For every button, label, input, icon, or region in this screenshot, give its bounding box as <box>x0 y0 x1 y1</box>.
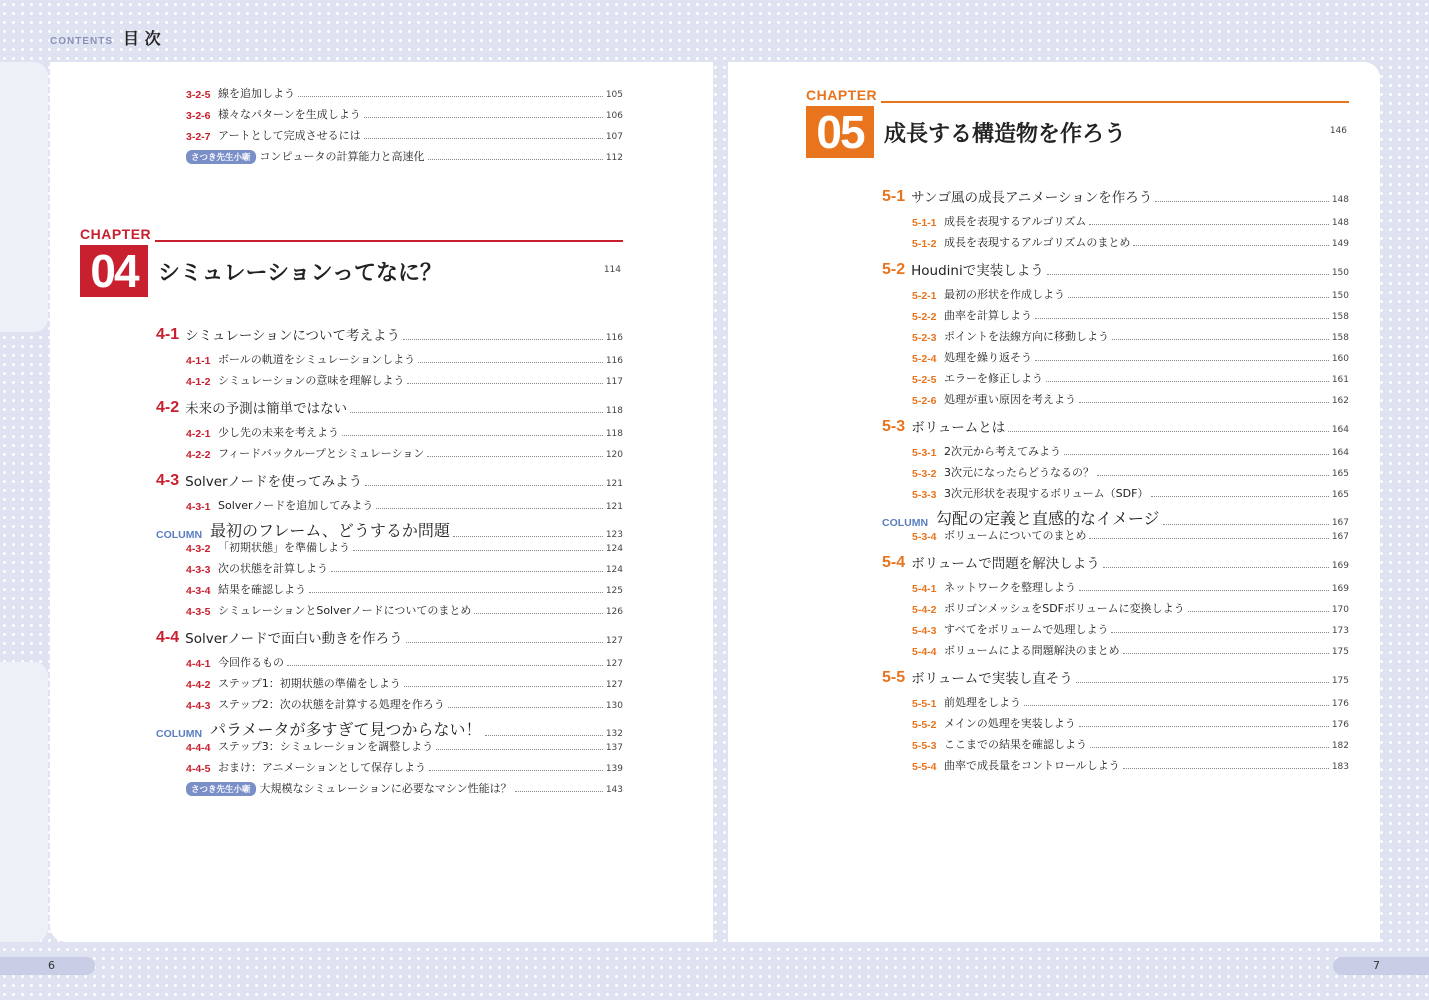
entry-title: ボリュームで問題を解決しよう <box>911 556 1100 572</box>
entry-title: 勾配の定義と直感的なイメージ <box>936 509 1160 528</box>
entry-number: 5-3 <box>882 418 906 435</box>
subsection-entry <box>186 127 623 143</box>
entry-number: 5-2-6 <box>912 395 937 407</box>
entry-page: 160 <box>1331 354 1349 364</box>
dot-leader <box>1089 224 1328 225</box>
subsection-entry <box>156 602 623 618</box>
entry-page: 143 <box>605 785 623 795</box>
entry-title: Houdiniで実装しよう <box>911 263 1044 279</box>
entry-number: 5-2 <box>882 261 906 278</box>
dot-leader <box>485 735 603 736</box>
entry-number: 5-4-3 <box>912 625 937 637</box>
entry-page: 148 <box>1331 195 1349 205</box>
entry-title: シミュレーションについて考えよう <box>185 328 401 344</box>
entry-number: 4-1 <box>156 326 180 343</box>
chapter-5-title: 成長する構造物を作ろう <box>884 122 1127 147</box>
subsection-entry <box>156 424 623 440</box>
subsection-entry <box>882 213 1349 229</box>
dot-leader <box>1046 381 1329 382</box>
subsection-entry <box>882 527 1349 543</box>
chapter-4-rule <box>155 240 623 242</box>
entry-title: 線を追加しよう <box>218 87 295 100</box>
entry-page: 117 <box>605 377 623 387</box>
subsection-entry <box>882 736 1349 752</box>
subsection-entry <box>156 696 623 712</box>
entry-title: 処理を繰り返そう <box>944 351 1032 364</box>
entry-title: 様々なパターンを生成しよう <box>218 108 361 121</box>
subsection-entry <box>156 497 623 513</box>
entry-title: ボリュームとは <box>911 420 1006 436</box>
subsection-entry <box>186 85 623 101</box>
subsection-entry <box>156 560 623 576</box>
subsection-entry <box>882 349 1349 365</box>
entry-page: 127 <box>605 659 623 669</box>
dot-leader <box>365 485 603 486</box>
dot-leader <box>1188 611 1329 612</box>
dot-leader <box>418 362 603 363</box>
entry-title: 曲率を計算しよう <box>944 309 1032 322</box>
dot-leader <box>1079 726 1329 727</box>
column-badge: さつき先生小噺 <box>186 782 256 796</box>
entry-number: 4-3-3 <box>186 564 211 576</box>
dot-leader <box>1151 496 1328 497</box>
dot-leader <box>1047 274 1329 275</box>
left-page <box>50 62 713 942</box>
entry-page: 167 <box>1331 518 1349 528</box>
entry-page: 105 <box>605 90 623 100</box>
page-number-right <box>1333 957 1429 975</box>
subsection-entry <box>882 391 1349 407</box>
subsection-entry <box>156 759 623 775</box>
entry-page: 124 <box>605 565 623 575</box>
subsection-entry <box>882 328 1349 344</box>
entry-page: 150 <box>1331 291 1349 301</box>
subsection-entry <box>882 234 1349 250</box>
dot-leader <box>407 383 602 384</box>
entry-title: 曲率で成長量をコントロールしよう <box>944 759 1120 772</box>
entry-page: 162 <box>1331 396 1349 406</box>
page-header <box>50 26 161 49</box>
entry-title: ボールの軌道をシミュレーションしよう <box>218 353 416 366</box>
dot-leader <box>429 770 603 771</box>
subsection-entry <box>156 539 623 555</box>
dot-leader <box>1024 705 1329 706</box>
entry-title: 3次元になったらどうなるの？ <box>944 466 1094 479</box>
entry-number: 4-4-3 <box>186 700 211 712</box>
dot-leader <box>1079 590 1329 591</box>
dot-leader <box>427 456 602 457</box>
subsection-entry <box>882 506 1349 529</box>
entry-title: 2次元から考えてみよう <box>944 445 1061 458</box>
entry-number: 5-4-1 <box>912 583 937 595</box>
entry-title: 「初期状態」を準備しよう <box>218 541 350 554</box>
dot-leader <box>1112 339 1329 340</box>
entry-title: 3次元形状を表現するボリューム（SDF） <box>944 487 1149 500</box>
chapter-5-label: CHAPTER <box>806 87 878 103</box>
entry-title: 大規模なシミュレーションに必要なマシン性能は？ <box>259 782 512 795</box>
entry-page: 183 <box>1331 762 1349 772</box>
dot-leader <box>1076 682 1329 683</box>
dot-leader <box>1068 297 1329 298</box>
entry-title: 最初のフレーム、どうするか問題 <box>210 521 450 540</box>
entry-number: 5-1-1 <box>912 217 937 229</box>
entry-number: 4-2-1 <box>186 428 211 440</box>
entry-title: Solverノードで面白い動きを作ろう <box>185 631 403 647</box>
entry-number: 5-5-1 <box>912 698 937 710</box>
entry-number: 4-3-2 <box>186 543 211 555</box>
entry-page: 164 <box>1331 448 1349 458</box>
subsection-entry <box>882 757 1349 773</box>
entry-number: 5-5-3 <box>912 740 937 752</box>
entry-title: Solverノードを使ってみよう <box>185 474 363 490</box>
entry-number: 5-4-2 <box>912 604 937 616</box>
entry-title: ポリゴンメッシュをSDFボリュームに変換しよう <box>944 602 1185 615</box>
entry-page: 127 <box>605 680 623 690</box>
entry-number: 5-3-3 <box>912 489 937 501</box>
section-entry <box>156 470 623 490</box>
subsection-entry <box>882 307 1349 323</box>
dot-leader <box>1163 524 1329 525</box>
subsection-entry <box>156 351 623 367</box>
subsection-entry <box>882 370 1349 386</box>
entry-page: 123 <box>605 530 623 540</box>
contents-label-jp: 目 次 <box>123 29 161 48</box>
entry-title: 成長を表現するアルゴリズム <box>944 215 1087 228</box>
chapter-5-page: 146 <box>1329 126 1347 136</box>
chapter-5-rule <box>881 101 1349 103</box>
entry-title: 今回作るもの <box>218 656 284 669</box>
subsection-entry <box>186 148 623 164</box>
entry-page: 121 <box>605 502 623 512</box>
entry-number: 5-3-4 <box>912 531 937 543</box>
dot-leader <box>1089 538 1328 539</box>
dot-leader <box>474 613 602 614</box>
subsection-entry <box>156 780 623 796</box>
entry-title: コンピュータの計算能力と高速化 <box>259 150 425 163</box>
subsection-entry <box>882 715 1349 731</box>
dot-leader <box>364 138 603 139</box>
subsection-entry <box>156 654 623 670</box>
subsection-entry <box>156 675 623 691</box>
section-entry <box>156 397 623 417</box>
entry-title: ここまでの結果を確認しよう <box>944 738 1087 751</box>
entry-title: ボリュームによる問題解決のまとめ <box>944 644 1120 657</box>
section-entry <box>882 259 1349 279</box>
entry-page: 167 <box>1331 532 1349 542</box>
entry-page: 176 <box>1331 699 1349 709</box>
dot-leader <box>1035 360 1329 361</box>
entry-number: 5-2-5 <box>912 374 937 386</box>
entry-title: Solverノードを追加してみよう <box>218 499 374 512</box>
chapter-4-title: シミュレーションってなに？ <box>158 261 443 286</box>
entry-number: 5-2-4 <box>912 353 937 365</box>
subsection-entry <box>156 372 623 388</box>
dot-leader <box>1079 402 1329 403</box>
entry-title: 結果を確認しよう <box>218 583 306 596</box>
entry-page: 170 <box>1331 605 1349 615</box>
entry-page: 158 <box>1331 333 1349 343</box>
entry-number: 5-2-3 <box>912 332 937 344</box>
entry-title: エラーを修正しよう <box>944 372 1043 385</box>
entry-number: 3-2-7 <box>186 131 211 143</box>
entry-title: 未来の予測は簡単ではない <box>185 401 348 417</box>
dot-leader <box>1111 632 1328 633</box>
entry-number: 5-3-2 <box>912 468 937 480</box>
subsection-entry <box>882 621 1349 637</box>
dot-leader <box>309 592 603 593</box>
subsection-entry <box>882 694 1349 710</box>
entry-page: 169 <box>1331 561 1349 571</box>
subsection-entry <box>156 518 623 541</box>
dot-leader <box>1097 475 1329 476</box>
entry-page: 164 <box>1331 425 1349 435</box>
entry-page: 116 <box>605 356 623 366</box>
entry-number: COLUMN <box>156 529 203 541</box>
entry-page: 132 <box>605 729 623 739</box>
entry-page: 175 <box>1331 676 1349 686</box>
entry-title: 前処理をしよう <box>944 696 1021 709</box>
dot-leader <box>364 117 603 118</box>
entry-number: 5-5 <box>882 669 906 686</box>
entry-title: 最初の形状を作成しよう <box>944 288 1065 301</box>
entry-title: シミュレーションとSolverノードについてのまとめ <box>218 604 472 617</box>
chapter-4-label: CHAPTER <box>80 226 152 242</box>
entry-page: 150 <box>1331 268 1349 278</box>
entry-title: アートとして完成させるには <box>218 129 361 142</box>
chapter-5-number: 05 <box>806 106 874 158</box>
entry-title: ボリュームで実装し直そう <box>911 671 1073 687</box>
entry-page: 176 <box>1331 720 1349 730</box>
entry-number: 4-2-2 <box>186 449 211 461</box>
entry-title: ネットワークを整理しよう <box>944 581 1076 594</box>
entry-page: 120 <box>605 450 623 460</box>
entry-page: 165 <box>1331 469 1349 479</box>
subsection-entry <box>882 464 1349 480</box>
entry-number: COLUMN <box>156 728 203 740</box>
subsection-entry <box>882 485 1349 501</box>
entry-number: 4-3-4 <box>186 585 211 597</box>
entry-title: パラメータが多すぎて見つからない！ <box>210 720 482 739</box>
dot-leader <box>331 571 603 572</box>
entry-number: 4-1-1 <box>186 355 211 367</box>
dot-leader <box>453 536 603 537</box>
subsection-entry <box>156 445 623 461</box>
entry-page: 175 <box>1331 647 1349 657</box>
right-page <box>728 62 1380 942</box>
entry-title: サンゴ風の成長アニメーションを作ろう <box>911 190 1153 206</box>
entry-number: 4-4-1 <box>186 658 211 670</box>
dot-leader <box>436 749 603 750</box>
subsection-entry <box>156 581 623 597</box>
entry-number: 4-3-1 <box>186 501 211 513</box>
entry-title: ポイントを法線方向に移動しよう <box>944 330 1109 343</box>
entry-title: ステップ1：初期状態の準備をしよう <box>218 677 401 690</box>
dot-leader <box>515 791 603 792</box>
entry-page: 149 <box>1331 239 1349 249</box>
subsection-entry <box>882 642 1349 658</box>
entry-number: 4-2 <box>156 399 180 416</box>
entry-page: 130 <box>605 701 623 711</box>
edge-tab-top <box>0 62 48 332</box>
dot-leader <box>1123 768 1329 769</box>
entry-title: すべてをボリュームで処理しよう <box>944 623 1109 636</box>
entry-page: 106 <box>605 111 623 121</box>
entry-title: ボリュームについてのまとめ <box>944 529 1087 542</box>
entry-page: 127 <box>605 636 623 646</box>
entry-number: 4-4-4 <box>186 742 211 754</box>
dot-leader <box>353 550 603 551</box>
entry-number: 4-4-5 <box>186 763 211 775</box>
entry-number: 5-4 <box>882 554 906 571</box>
dot-leader <box>1090 747 1329 748</box>
entry-number: 4-1-2 <box>186 376 211 388</box>
entry-page: 112 <box>605 153 623 163</box>
dot-leader <box>350 412 603 413</box>
chapter-4-page: 114 <box>603 265 621 275</box>
entry-page: 148 <box>1331 218 1349 228</box>
entry-page: 107 <box>605 132 623 142</box>
dot-leader <box>1123 653 1329 654</box>
entry-page: 182 <box>1331 741 1349 751</box>
entry-title: おまけ：アニメーションとして保存しよう <box>218 761 427 774</box>
entry-page: 169 <box>1331 584 1349 594</box>
dot-leader <box>1008 431 1329 432</box>
dot-leader <box>1035 318 1329 319</box>
subsection-entry <box>882 579 1349 595</box>
entry-page: 161 <box>1331 375 1349 385</box>
dot-leader <box>1103 567 1329 568</box>
subsection-entry <box>882 286 1349 302</box>
page-number-left-text: 6 <box>48 959 55 972</box>
dot-leader <box>376 508 603 509</box>
entry-page: 124 <box>605 544 623 554</box>
section-entry <box>156 627 623 647</box>
entry-number: 5-5-4 <box>912 761 937 773</box>
dot-leader <box>403 339 603 340</box>
subsection-entry <box>156 738 623 754</box>
subsection-entry <box>186 106 623 122</box>
subsection-entry <box>156 717 623 740</box>
column-badge: さつき先生小噺 <box>186 150 256 164</box>
entry-number: 5-5-2 <box>912 719 937 731</box>
dot-leader <box>428 159 603 160</box>
entry-page: 116 <box>605 333 623 343</box>
contents-label-en: CONTENTS <box>50 36 113 47</box>
entry-number: 4-3 <box>156 472 180 489</box>
entry-title: ステップ2：次の状態を計算する処理を作ろう <box>218 698 445 711</box>
entry-title: メインの処理を実装しよう <box>944 717 1076 730</box>
chapter-4-number: 04 <box>80 245 148 297</box>
entry-number: COLUMN <box>882 517 929 529</box>
entry-number: 5-4-4 <box>912 646 937 658</box>
dot-leader <box>1155 201 1329 202</box>
entry-title: 少し先の未来を考えよう <box>218 426 339 439</box>
page-number-left <box>0 957 95 975</box>
entry-page: 118 <box>605 429 623 439</box>
entry-title: シミュレーションの意味を理解しよう <box>218 374 405 387</box>
entry-number: 4-3-5 <box>186 606 211 618</box>
entry-title: ステップ3：シミュレーションを調整しよう <box>218 740 434 753</box>
section-entry <box>882 416 1349 436</box>
section-entry <box>882 186 1349 206</box>
entry-title: 成長を表現するアルゴリズムのまとめ <box>944 236 1131 249</box>
dot-leader <box>404 686 603 687</box>
entry-page: 158 <box>1331 312 1349 322</box>
entry-number: 5-3-1 <box>912 447 937 459</box>
entry-number: 3-2-5 <box>186 89 211 101</box>
entry-number: 5-1-2 <box>912 238 937 250</box>
entry-number: 4-4-2 <box>186 679 211 691</box>
entry-number: 3-2-6 <box>186 110 211 122</box>
entry-title: フィードバックループとシミュレーション <box>218 447 425 460</box>
subsection-entry <box>882 443 1349 459</box>
section-entry <box>882 667 1349 687</box>
entry-number: 5-1 <box>882 188 906 205</box>
entry-page: 173 <box>1331 626 1349 636</box>
entry-page: 118 <box>605 406 623 416</box>
dot-leader <box>448 707 603 708</box>
dot-leader <box>1133 245 1328 246</box>
entry-title: 次の状態を計算しよう <box>218 562 328 575</box>
dot-leader <box>342 435 603 436</box>
page-number-right-text: 7 <box>1373 959 1380 972</box>
dot-leader <box>287 665 603 666</box>
entry-page: 125 <box>605 586 623 596</box>
entry-page: 165 <box>1331 490 1349 500</box>
section-entry <box>156 324 623 344</box>
entry-number: 5-2-2 <box>912 311 937 323</box>
subsection-entry <box>882 600 1349 616</box>
entry-title: 処理が重い原因を考えよう <box>944 393 1076 406</box>
dot-leader <box>298 96 603 97</box>
dot-leader <box>406 642 603 643</box>
entry-page: 137 <box>605 743 623 753</box>
entry-number: 4-4 <box>156 629 180 646</box>
dot-leader <box>1064 454 1329 455</box>
section-entry <box>882 552 1349 572</box>
entry-page: 121 <box>605 479 623 489</box>
edge-tab-bottom <box>0 662 48 942</box>
entry-page: 139 <box>605 764 623 774</box>
entry-number: 5-2-1 <box>912 290 937 302</box>
entry-page: 126 <box>605 607 623 617</box>
